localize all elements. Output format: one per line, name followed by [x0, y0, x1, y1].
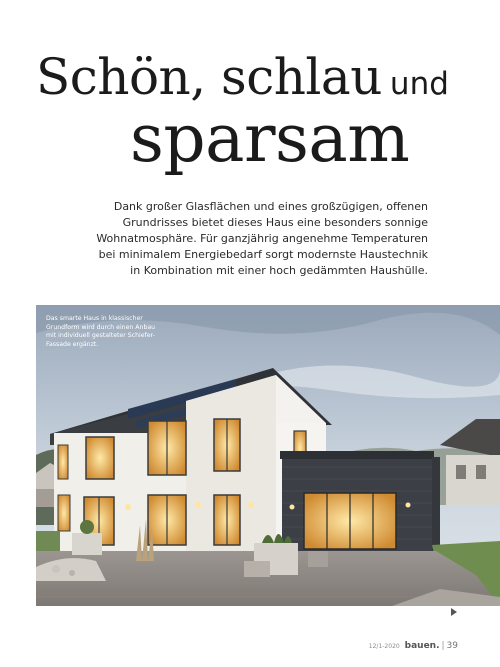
intro-line: in Kombination mit einer hoch gedämmten Haushülle. — [130, 264, 428, 277]
headline-line-1 — [36, 48, 449, 106]
continue-arrow-icon — [451, 608, 457, 616]
house-illustration — [36, 305, 500, 606]
footer-separator: | — [441, 641, 445, 651]
intro-line: Grundrisses bietet dieses Haus eine besonders sonnige — [122, 216, 428, 229]
headline-part-2: und — [389, 66, 449, 102]
caption-line: Grundform wird durch einen Anbau — [46, 323, 156, 331]
page-footer — [369, 641, 458, 651]
issue-number: 12/1-2020 — [368, 643, 400, 650]
caption-line: mit individuell gestalteter Schiefer- — [46, 332, 155, 340]
intro-line: bei minimalem Energiebedarf sorgt modernste Haustechnik — [98, 248, 428, 261]
headline-part-1: Schön, schlau — [36, 48, 382, 106]
house-photo — [36, 305, 500, 606]
photo-caption — [46, 315, 176, 349]
intro-line: Dank großer Glasflächen und eines großzügigen, offenen — [113, 200, 428, 213]
page-number: 39 — [446, 641, 458, 651]
caption-line: Fassade ergänzt. — [46, 340, 99, 348]
magazine-name: bauen. — [404, 641, 440, 651]
caption-line: Das smarte Haus in klassischer — [46, 315, 143, 322]
intro-line: Wohnatmosphäre. Für ganzjährig angenehme Temperaturen — [96, 232, 428, 245]
intro-paragraph — [68, 199, 428, 279]
headline-part-3: sparsam — [130, 100, 410, 177]
